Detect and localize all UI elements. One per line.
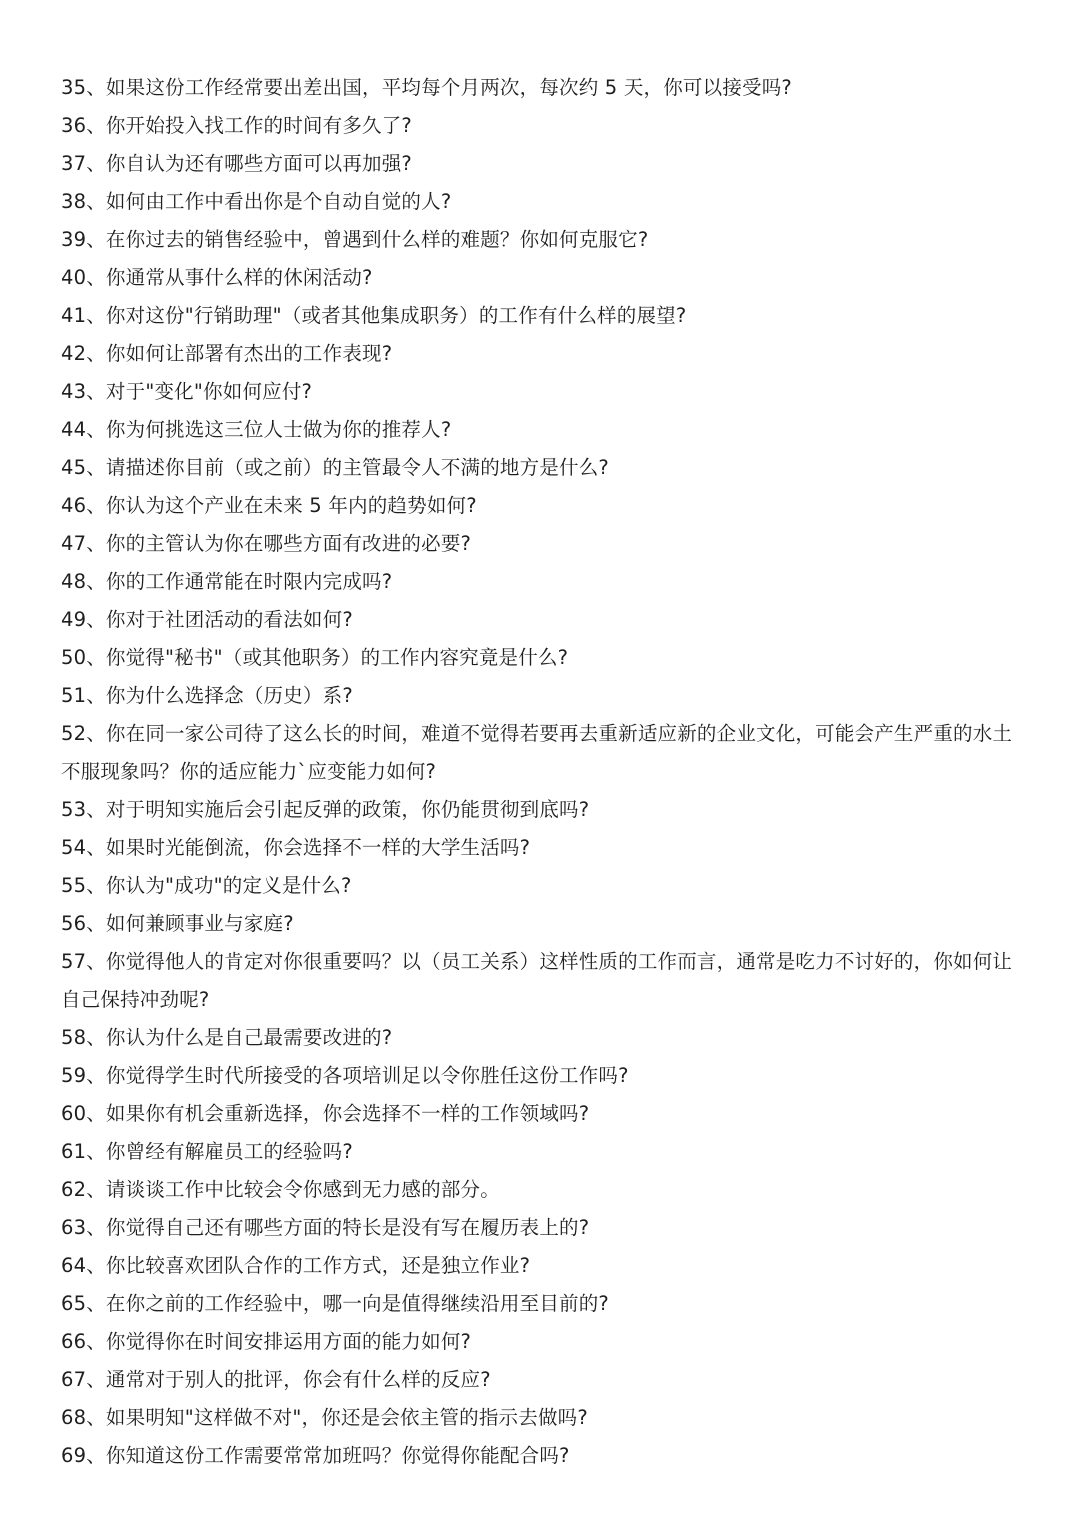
question-list — [61, 69, 1031, 1475]
question-item: 42、你如何让部署有杰出的工作表现? — [61, 342, 393, 365]
question-item: 39、在你过去的销售经验中，曾遇到什么样的难题？你如何克服它? — [61, 228, 649, 251]
question-item: 60、如果你有机会重新选择，你会选择不一样的工作领域吗? — [61, 1102, 590, 1125]
question-item: 57、你觉得他人的肯定对你很重要吗？以（员工关系）这样性质的工作而言，通常是吃力不讨好的，你如何让自己保持冲劲呢? — [61, 950, 1013, 1011]
question-item: 43、对于"变化"你如何应付? — [61, 380, 313, 403]
question-item: 55、你认为"成功"的定义是什么? — [61, 874, 352, 897]
question-item: 37、你自认为还有哪些方面可以再加强? — [61, 152, 412, 175]
question-item: 35、如果这份工作经常要出差出国，平均每个月两次，每次约 5 天，你可以接受吗? — [61, 76, 792, 99]
question-item: 54、如果时光能倒流，你会选择不一样的大学生活吗? — [61, 836, 531, 859]
question-item: 61、你曾经有解雇员工的经验吗? — [61, 1140, 353, 1163]
question-item: 65、在你之前的工作经验中，哪一向是值得继续沿用至目前的? — [61, 1292, 609, 1315]
question-item: 64、你比较喜欢团队合作的工作方式，还是独立作业? — [61, 1254, 531, 1277]
question-item: 53、对于明知实施后会引起反弹的政策，你仍能贯彻到底吗? — [61, 798, 590, 821]
question-item: 58、你认为什么是自己最需要改进的? — [61, 1026, 393, 1049]
question-item: 67、通常对于别人的批评，你会有什么样的反应? — [61, 1368, 491, 1391]
question-item: 40、你通常从事什么样的休闲活动? — [61, 266, 373, 289]
question-item: 66、你觉得你在时间安排运用方面的能力如何? — [61, 1330, 472, 1353]
question-item: 63、你觉得自己还有哪些方面的特长是没有写在履历表上的? — [61, 1216, 590, 1239]
question-item: 38、如何由工作中看出你是个自动自觉的人? — [61, 190, 452, 213]
question-item: 62、请谈谈工作中比较会令你感到无力感的部分。 — [61, 1178, 500, 1201]
question-item: 50、你觉得"秘书"（或其他职务）的工作内容究竟是什么? — [61, 646, 569, 669]
question-item: 69、你知道这份工作需要常常加班吗？你觉得你能配合吗? — [61, 1444, 570, 1467]
question-item: 59、你觉得学生时代所接受的各项培训足以令你胜任这份工作吗? — [61, 1064, 629, 1087]
question-item: 51、你为什么选择念（历史）系? — [61, 684, 353, 707]
question-item: 45、请描述你目前（或之前）的主管最令人不满的地方是什么? — [61, 456, 609, 479]
question-item: 52、你在同一家公司待了这么长的时间，难道不觉得若要再去重新适应新的企业文化，可能会产生严重的水土不服现象吗？你的适应能力`应变能力如何? — [61, 722, 1013, 783]
question-item: 36、你开始投入找工作的时间有多久了? — [61, 114, 412, 137]
question-item: 44、你为何挑选这三位人士做为你的推荐人? — [61, 418, 452, 441]
question-item: 47、你的主管认为你在哪些方面有改进的必要? — [61, 532, 472, 555]
question-item: 49、你对于社团活动的看法如何? — [61, 608, 353, 631]
question-item: 48、你的工作通常能在时限内完成吗? — [61, 570, 393, 593]
question-item: 41、你对这份"行销助理"（或者其他集成职务）的工作有什么样的展望? — [61, 304, 687, 327]
question-item: 46、你认为这个产业在未来 5 年内的趋势如何? — [61, 494, 477, 517]
question-item: 56、如何兼顾事业与家庭? — [61, 912, 294, 935]
question-item: 68、如果明知"这样做不对"，你还是会依主管的指示去做吗? — [61, 1406, 588, 1429]
